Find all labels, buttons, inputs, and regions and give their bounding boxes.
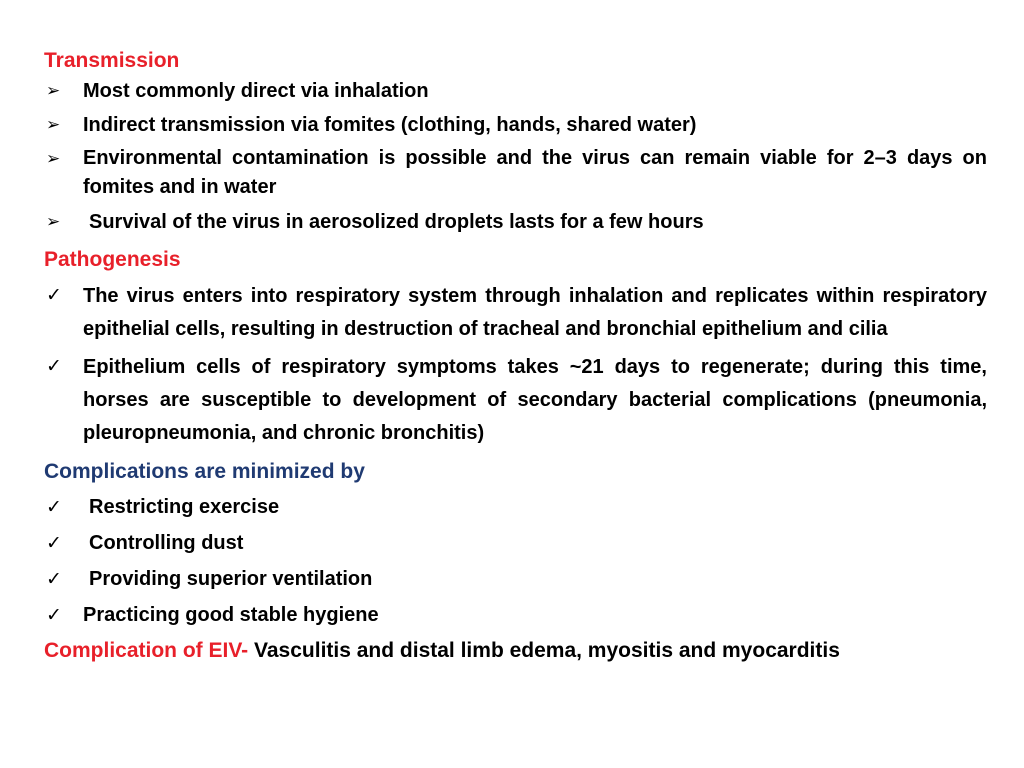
arrow-bullet-icon: ➢ <box>46 115 61 135</box>
arrow-bullet-icon: ➢ <box>46 149 61 169</box>
pathogenesis-item-text: Epithelium cells of respiratory symptoms takes ~21 days to regenerate; during this time, horses are susceptible to development of secondary bacterial complications (pneumonia, pleuropneumonia, and chronic bronchitis) <box>83 356 987 444</box>
transmission-item-2 <box>44 110 987 141</box>
minimized-item-4 <box>44 600 987 631</box>
transmission-item-text: Environmental contamination is possible and the virus can remain viable for 2–3 days on fomites and in water <box>83 147 987 198</box>
transmission-item-1 <box>44 76 987 107</box>
transmission-item-4 <box>44 207 987 238</box>
minimized-heading: Complications are minimized by <box>44 460 365 483</box>
minimized-item-1 <box>44 492 987 523</box>
transmission-heading: Transmission <box>44 49 180 72</box>
slide-content <box>44 46 987 666</box>
minimized-item-text: Practicing good stable hygiene <box>83 604 379 626</box>
check-bullet-icon: ✓ <box>46 284 62 306</box>
arrow-bullet-icon: ➢ <box>46 212 61 232</box>
check-bullet-icon: ✓ <box>46 604 62 626</box>
complication-text: Vasculitis and distal limb edema, myositis and myocarditis <box>248 639 840 662</box>
transmission-item-text: Survival of the virus in aerosolized droplets lasts for a few hours <box>89 211 704 233</box>
minimized-item-2 <box>44 528 987 559</box>
minimized-item-text: Restricting exercise <box>89 496 280 518</box>
complication-line <box>44 636 987 666</box>
transmission-item-text: Most commonly direct via inhalation <box>83 80 429 102</box>
check-bullet-icon: ✓ <box>46 496 62 518</box>
pathogenesis-heading: Pathogenesis <box>44 248 181 271</box>
pathogenesis-item-text: The virus enters into respiratory system through inhalation and replicates within respiratory epithelial cells, resulting in destruction of tracheal and bronchial epithelium and cilia <box>83 285 987 340</box>
minimized-item-text: Providing superior ventilation <box>89 568 373 590</box>
check-bullet-icon: ✓ <box>46 532 62 554</box>
transmission-item-text: Indirect transmission via fomites (clothing, hands, shared water) <box>83 114 697 136</box>
pathogenesis-item-1 <box>44 280 987 346</box>
pathogenesis-item-2 <box>44 351 987 450</box>
minimized-item-text: Controlling dust <box>89 532 244 554</box>
check-bullet-icon: ✓ <box>46 355 62 377</box>
arrow-bullet-icon: ➢ <box>46 81 61 101</box>
complication-label: Complication of EIV- <box>44 639 249 662</box>
minimized-item-3 <box>44 564 987 595</box>
check-bullet-icon: ✓ <box>46 568 62 590</box>
transmission-item-3 <box>44 144 987 202</box>
